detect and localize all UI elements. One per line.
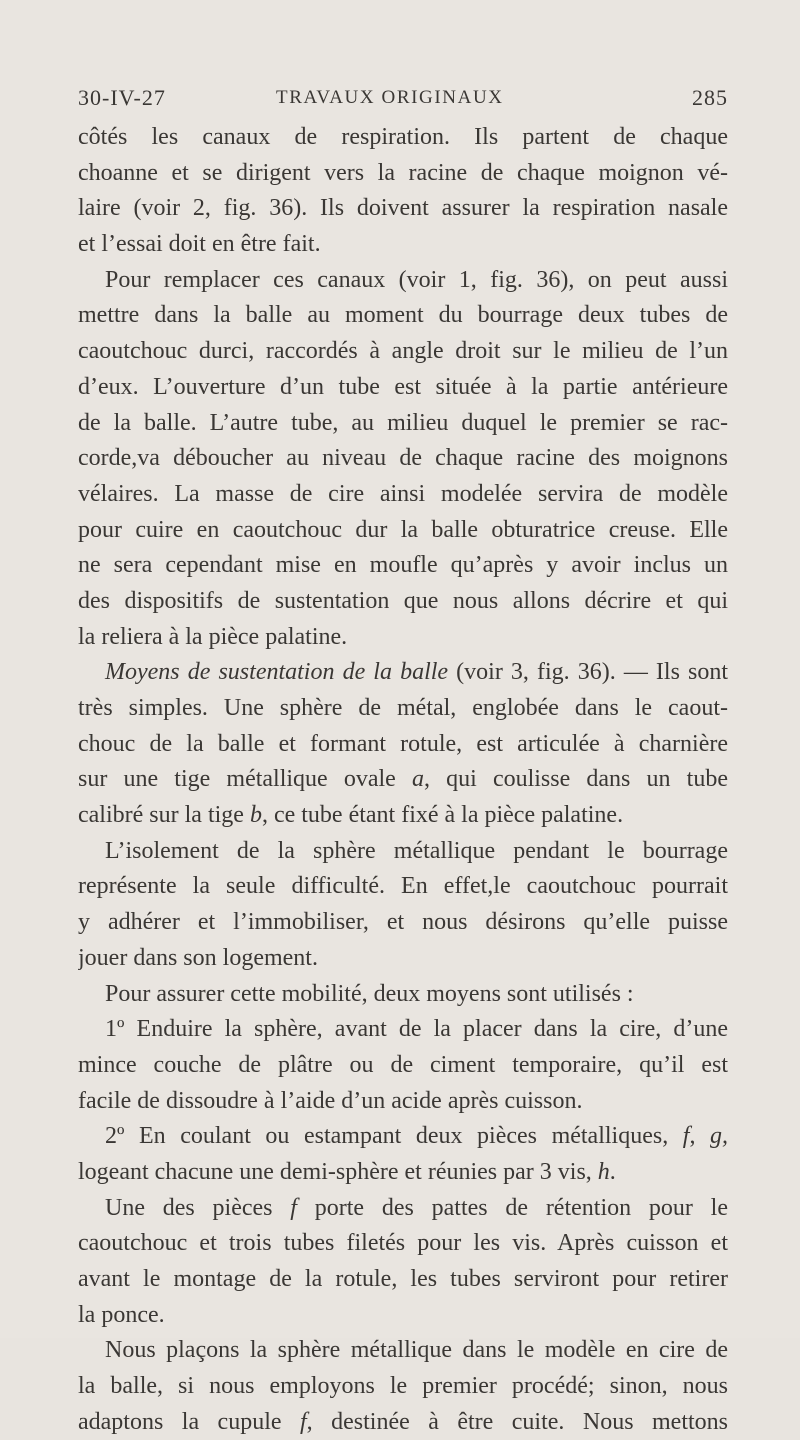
text-line: calibré sur la tige b, ce tube étant fixé à la pièce palatine. (78, 802, 624, 829)
running-head-title: TRAVAUX ORIGINAUX (276, 87, 504, 108)
text-line: très simples. Une sphère de métal, englobée dans le caout- (78, 695, 728, 721)
section-heading: Moyens de sustentation de la balle (105, 659, 449, 686)
text-line: jouer dans son logement. (78, 944, 318, 971)
text-line: côtés les canaux de respiration. Ils partent de chaque (78, 124, 728, 150)
text-line: corde,va déboucher au niveau de chaque racine des moignons (78, 445, 728, 472)
text-line: adaptons la cupule f, destinée à être cuite. Nous mettons (78, 1408, 728, 1435)
text-line: Une des pièces f porte des pattes de rétention pour le (105, 1194, 728, 1221)
text-line: 2º En coulant ou estampant deux pièces métalliques, f, g, (105, 1123, 728, 1150)
text-line: sur une tige métallique ovale a, qui coulisse dans un tube (78, 766, 728, 793)
text-line: vélaires. La masse de cire ainsi modelée servira de modèle (78, 480, 728, 507)
running-head-date: 30-IV-27 (78, 85, 166, 110)
running-head (78, 85, 728, 115)
text-line: pour cuire en caoutchouc dur la balle obturatrice creuse. Elle (78, 516, 728, 543)
text-line: la balle, si nous employons le premier procédé; sinon, nous (78, 1373, 728, 1400)
text-line: Pour assurer cette mobilité, deux moyens sont utilisés : (105, 980, 634, 1007)
text-line: la ponce. (78, 1301, 165, 1328)
text-line: chouc de la balle et formant rotule, est articulée à charnière (78, 730, 728, 757)
text-line: caoutchouc et trois tubes filetés pour les vis. Après cuisson et (78, 1230, 728, 1257)
text-line: laire (voir 2, fig. 36). Ils doivent assurer la respiration nasale (78, 195, 728, 222)
text-line: logeant chacune une demi-sphère et réunies par 3 vis, h. (78, 1158, 616, 1185)
text-line: Moyens de sustentation de la balle (voir 3, fig. 36). — Ils sont (105, 659, 728, 686)
text-line: Nous plaçons la sphère métallique dans le modèle en cire de (105, 1337, 728, 1364)
text-line: 1º Enduire la sphère, avant de la placer dans la cire, d’une (105, 1016, 728, 1043)
text-line: de la balle. L’autre tube, au milieu duquel le premier se rac- (78, 409, 728, 436)
text-line: L’isolement de la sphère métallique pendant le bourrage (105, 837, 728, 864)
text-line: Pour remplacer ces canaux (voir 1, fig. 36), on peut aussi (105, 266, 728, 293)
text-line: d’eux. L’ouverture d’un tube est située à la partie antérieure (78, 373, 728, 400)
text-line: choanne et se dirigent vers la racine de chaque moignon vé- (78, 159, 728, 186)
text-line: ne sera cependant mise en moufle qu’après y avoir inclus un (78, 552, 728, 579)
text-line: des dispositifs de sustentation que nous allons décrire et qui (78, 587, 728, 614)
text-line: la reliera à la pièce palatine. (78, 623, 348, 650)
text-line: et l’essai doit en être fait. (78, 231, 321, 258)
text-line: représente la seule difficulté. En effet,le caoutchouc pourrait (78, 873, 728, 900)
text-line: mettre dans la balle au moment du bourrage deux tubes de (78, 302, 728, 329)
text-line: avant le montage de la rotule, les tubes serviront pour retirer (78, 1266, 728, 1292)
body-text (78, 120, 728, 1440)
text-line: caoutchouc durci, raccordés à angle droit sur le milieu de l’un (78, 338, 728, 365)
text-line: mince couche de plâtre ou de ciment temporaire, qu’il est (78, 1051, 728, 1078)
text-line: facile de dissoudre à l’aide d’un acide après cuisson. (78, 1087, 583, 1114)
page-number: 285 (692, 85, 728, 110)
text-line: y adhérer et l’immobiliser, et nous désirons qu’elle puisse (78, 909, 728, 936)
